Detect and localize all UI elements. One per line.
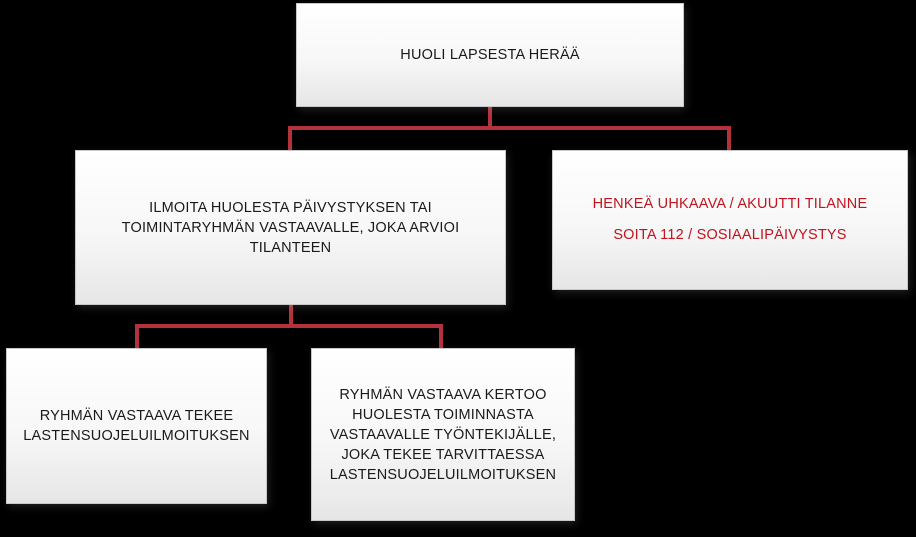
- emergency-node: [552, 150, 908, 290]
- group-leader-informs-node: [311, 348, 575, 521]
- connector-top-to-second-row: [290, 106, 729, 150]
- concern-arises-label: HUOLI LAPSESTA HERÄÄ: [400, 47, 580, 63]
- concern-arises-node: [296, 3, 684, 107]
- connector-report-to-third-row: [137, 305, 441, 348]
- group-leader-informs-label: RYHMÄN VASTAAVA KERTOO HUOLESTA TOIMINNASTA VASTAAVALLE TYÖNTEKIJÄLLE, JOKA TEKEE TARVITTAESSA LASTENSUOJELUILMOITUKSEN: [329, 386, 557, 483]
- emergency-label: HENKEÄ UHKAAVA / AKUUTTI TILANNE SOITA 112 / SOSIAALIPÄIVYSTYS: [592, 196, 868, 243]
- report-concern-node: [75, 150, 506, 305]
- report-concern-label: ILMOITA HUOLESTA PÄIVYSTYKSEN TAI TOIMINTARYHMÄN VASTAAVALLE, JOKA ARVIOI TILANTEEN: [121, 199, 460, 256]
- group-leader-reports-node: [6, 348, 267, 504]
- group-leader-reports-label: RYHMÄN VASTAAVA TEKEE LASTENSUOJELUILMOITUKSEN: [23, 408, 250, 444]
